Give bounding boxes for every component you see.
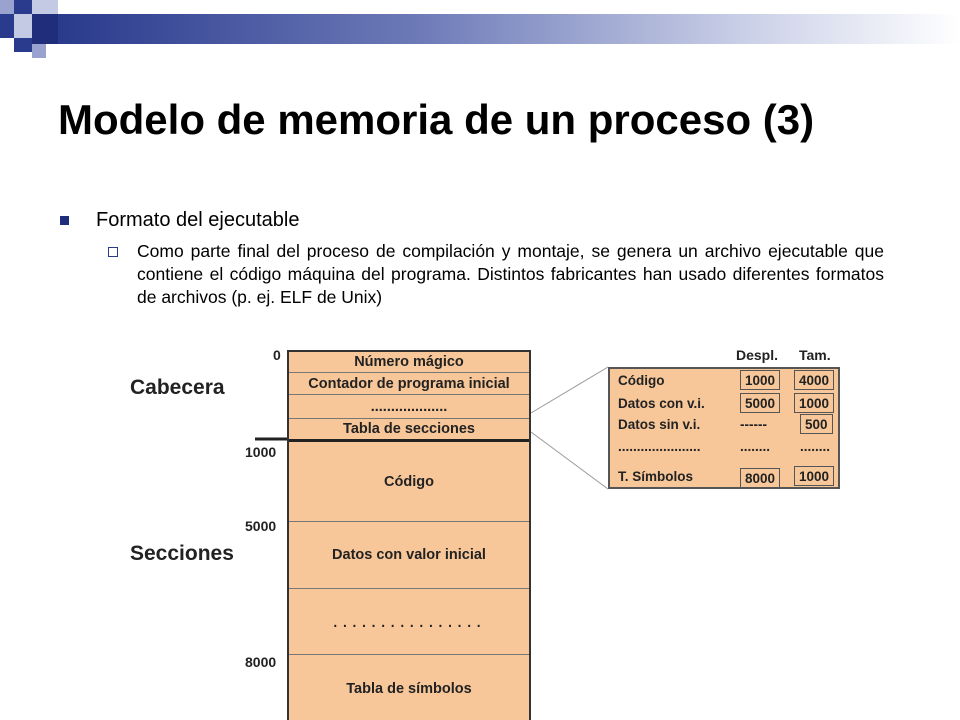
section-size-cell: 500 [800,414,833,434]
section-table [608,367,840,489]
section-offset-cell: ------ [740,416,767,432]
bullet-level1-text: Formato del ejecutable [96,209,300,231]
section-offset-cell: 1000 [740,370,780,390]
layout-cell: Contador de programa inicial [289,373,529,395]
size-column-header: Tam. [799,347,831,363]
address-label: 0 [273,347,281,363]
section-offset-cell: ........ [740,438,771,454]
section-offset-cell: 8000 [740,468,780,488]
memory-layout-box [287,350,531,720]
header-label: Cabecera [130,376,225,399]
page-title: Modelo de memoria de un proceso (3) [58,96,815,143]
sections-label: Secciones [130,542,234,565]
section-size-cell: 1000 [794,393,834,413]
offset-column-header: Despl. [736,347,779,363]
section-size-cell: 4000 [794,370,834,390]
connector-line-top [531,367,608,413]
layout-cell: Tabla de símbolos [346,680,472,697]
layout-cell: Número mágico [289,352,529,373]
section-size-cell: 1000 [794,466,834,486]
bullet-level2-text: Como parte final del proceso de compilación y montaje, se genera un archivo ejecutable que contiene el código máquina del programa. Distintos fabricantes han usado diferentes formatos de archivos (p. ej. ELF de Unix) [137,241,884,307]
address-label: 8000 [245,654,277,670]
layout-cell: Datos con valor inicial [289,522,529,589]
address-label: 5000 [245,518,277,534]
section-name-cell: Datos con v.i. [618,395,705,411]
section-name-cell: Datos sin v.i. [618,416,701,432]
layout-cell: ................... [289,395,529,419]
section-offset-cell: 5000 [740,393,780,413]
connector-line-bottom [531,432,608,489]
section-size-cell: ........ [800,438,831,454]
section-name-cell: ...................... [618,438,701,454]
address-label: 1000 [245,444,277,460]
layout-cell: Código [289,442,529,522]
section-name-cell: Código [618,372,665,388]
section-name-cell: T. Símbolos [618,468,694,484]
layout-cell: Tabla de secciones [289,419,529,442]
layout-cell: ................ [289,589,529,655]
